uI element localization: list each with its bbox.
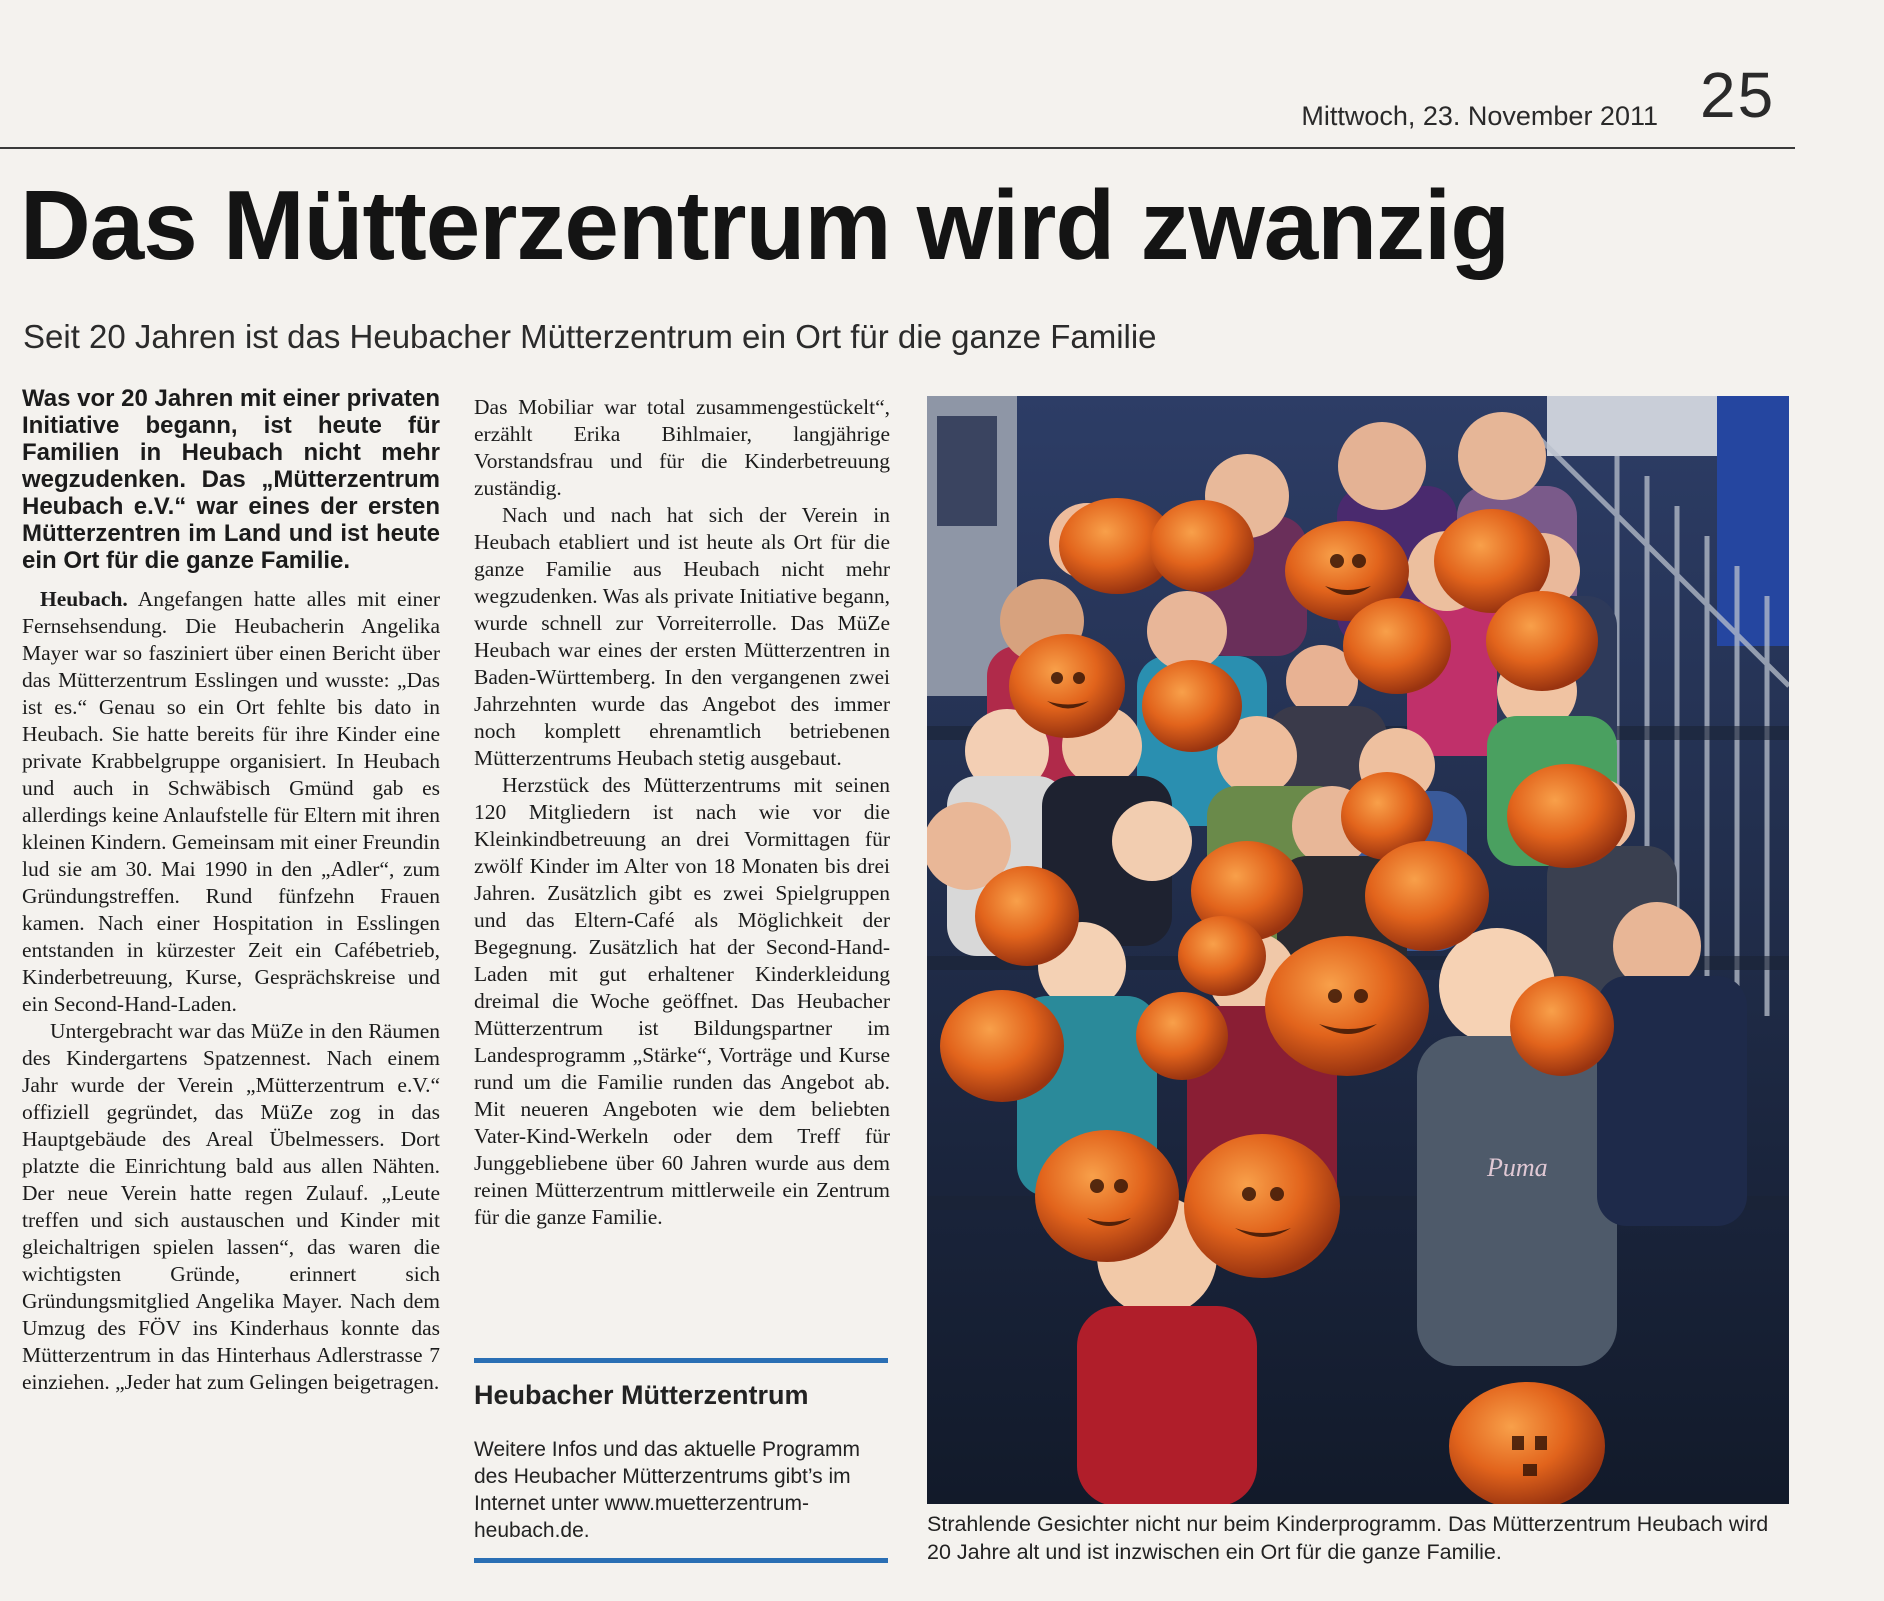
article-column-1 [22, 385, 440, 1396]
paragraph: Heubach. Angefangen hatte alles mit einer Fernsehsendung. Die Heubacherin Angelika Mayer war so fasziniert über einen Bericht über das Mütterzentrum Esslingen und wusste: „Das ist es.“ Genau so ein Ort fehlte bis dato in Heubach. Sie hatte bereits für ihre Kinder eine private Krabbelgruppe organisiert. In Heubach und auch in Schwäbisch Gmünd gab es allerdings keine Anlaufstelle für Eltern mit ihren kleinen Kindern. Gemeinsam mit einer Freundin lud sie am 30. Mai 1990 in den „Adler“, zum Gründungstreffen. Rund fünfzehn Frauen kamen. Nach einer Hospitation in Esslingen entstanden in kürzester Zeit ein Cafébetrieb, Kinderbetreuung, Kurse, Gesprächskreise und ein Second-Hand-Laden. [22, 587, 440, 1016]
info-box-title: Heubacher Mütterzentrum [474, 1380, 809, 1410]
paragraph: Untergebracht war das MüZe in den Räumen des Kindergartens Spatzennest. Nach einem Jahr wurde der Verein „Mütterzentrum e.V.“ offiziell gegründet, das MüZe zog in das Hauptgebäude des Areal Übelmessers. Dort platzte die Einrichtung bald aus allen Nähten. Der neue Verein hatte regen Zulauf. „Leute treffen und sich austauschen und Kinder mit gleichaltrigen spielen lassen“, das waren die wichtigsten Gründe, erinnert sich Gründungsmitglied Angelika Mayer. Nach dem Umzug des FÖV ins Kinderhaus konnte das Mütterzentrum in das Hinterhaus Adlerstrasse 7 einziehen. „Jeder hat zum Gelingen beigetragen. [22, 1019, 440, 1394]
page-number: 25 [1700, 59, 1776, 131]
article-column-2 [474, 394, 890, 1231]
info-box-rule [474, 1558, 888, 1563]
info-box-text: Weitere Infos und das aktuelle Programm des Heubacher Mütterzentrums gibt’s im Internet unter www.muetterzentrum-heubach.de. [474, 1438, 860, 1542]
photo-caption: Strahlende Gesichter nicht nur beim Kinderprogramm. Das Mütterzentrum Heubach wird 20 Jahre alt und ist inzwischen ein Ort für die ganze Familie. [927, 1512, 1769, 1564]
issue-date: Mittwoch, 23. November 2011 [1301, 101, 1658, 131]
dateline: Heubach. [40, 587, 128, 611]
subheadline: Seit 20 Jahren ist das Heubacher Mütterzentrum ein Ort für die ganze Familie [23, 318, 1157, 355]
paragraph: Herzstück des Mütterzentrums mit seinen 120 Mitgliedern ist nach wie vor die Kleinkindbetreuung an drei Vormittagen für zwölf Kinder im Alter von 18 Monaten bis drei Jahren. Zusätzlich gibt es zwei Spielgruppen und das Eltern-Café als Möglichkeit der Begegnung. Zusätzlich hat der Second-Hand-Laden mit gut erhaltener Kinderkleidung dreimal die Woche geöffnet. Das Heubacher Mütterzentrum ist Bildungspartner im Landesprogramm „Stärke“, Vorträge und Kurse rund um die Familie runden das Angebot ab. Mit neueren Angeboten wie dem beliebten Vater-Kind-Werkeln oder dem Treff für Junggebliebene über 60 Jahren wurde aus dem reinen Mütterzentrum mittlerweile ein Zentrum für die ganze Familie. [474, 773, 890, 1229]
paragraph: Nach und nach hat sich der Verein in Heubach etabliert und ist heute als Ort für die ganze Familie aus Heubach nicht mehr wegzudenken. Was als private Initiative begann, wurde schnell zur Vorreiterrolle. Das MüZe Heubach war eines der ersten Mütterzentren in Baden-Württemberg. In den vergangenen zwei Jahrzehnten wurde das Angebot des immer noch komplett ehrenamtlich betriebenen Mütterzentrums Heubach stetig ausgebaut. [474, 503, 890, 770]
body-text [22, 586, 440, 1396]
info-box [474, 1358, 888, 1564]
headline: Das Mütterzentrum wird zwanzig [20, 170, 1510, 280]
header-rule [0, 147, 1795, 149]
paragraph: Das Mobiliar war total zusammengestückelt“, erzählt Erika Bihlmaier, langjährige Vorstandsfrau und für die Kinderbetreuung zuständig. [474, 395, 890, 500]
info-box-rule [474, 1358, 888, 1363]
group-photo [927, 396, 1789, 1504]
photo-illustration [927, 396, 1789, 1504]
shirt-text: Puma [1487, 1153, 1548, 1182]
lead-paragraph: Was vor 20 Jahren mit einer privaten Initiative begann, ist heute für Familien in Heubach nicht mehr wegzudenken. Das „Mütterzentrum Heubach e.V.“ war eines der ersten Mütterzentren im Land und ist heute ein Ort für die ganze Familie. [22, 385, 440, 574]
body-text [474, 394, 890, 1231]
